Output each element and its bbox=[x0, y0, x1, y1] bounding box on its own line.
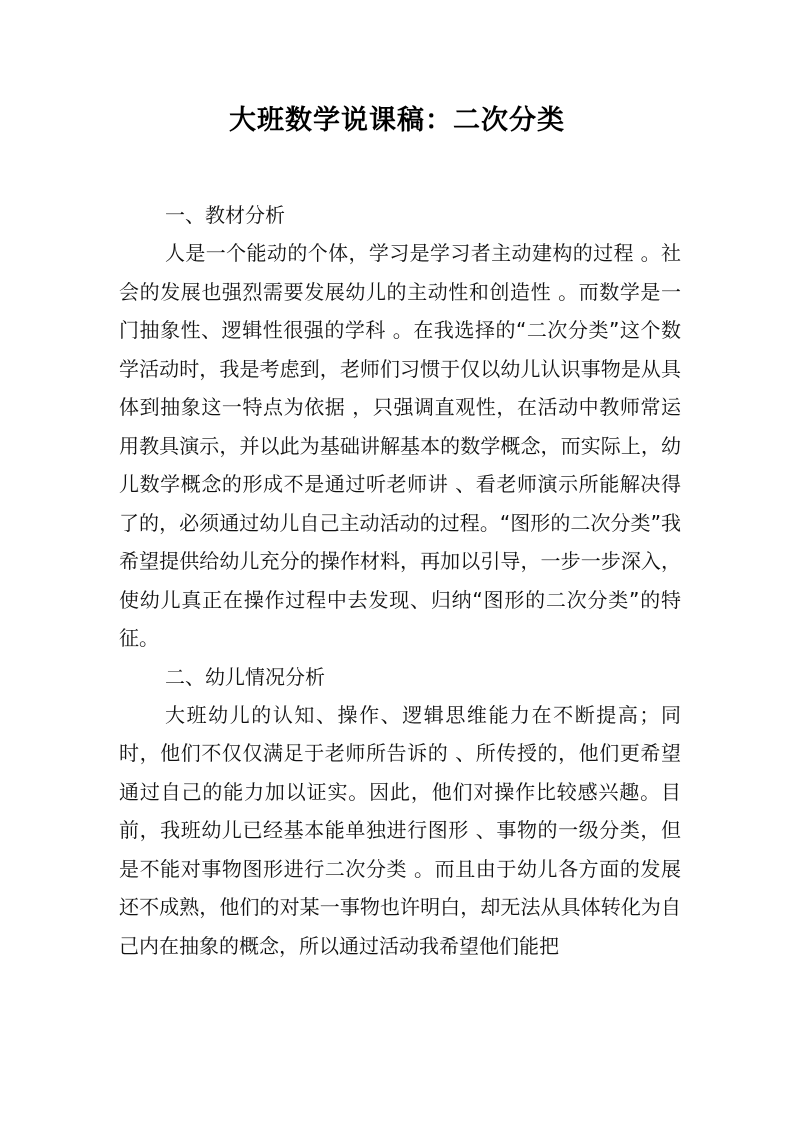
section-paragraph-children: 大班幼儿的认知、操作、逻辑思维能力在不断提高；同时，他们不仅仅满足于老师所告诉的 、所传授的，他们更希望通过自己的能力加以证实。因此，他们对操作比较感兴趣。目前，我班幼儿已经基本能单独进行图形 、事物的一级分类，但是不能对事物图形进行二次分类 。而且由于幼儿各方面的发展还不成熟，他们的对某一事物也许明白，却无法从具体转化为自己内在抽象的概念，所以通过活动我希望他们能把 bbox=[119, 702, 681, 958]
section-paragraph-materials: 人是一个能动的个体，学习是学习者主动建构的过程 。社会的发展也强烈需要发展幼儿的主动性和创造性 。而数学是一门抽象性、逻辑性很强的学科 。在我选择的“二次分类”这个数学活动时，我是考虑到，老师们习惯于仅以幼儿认识事物是从具体到抽象这一特点为依据 ，只强调直观性，在活动中教师常运用教具演示，并以此为基础讲解基本的数学概念，而实际上，幼儿数学概念的形成不是通过听老师讲 、看老师演示所能解决得了的，必须通过幼儿自己主动活动的过程。“图形的二次分类”我希望提供给幼儿充分的操作材料，再加以引导，一步一步深入，使幼儿真正在操作过程中去发现、归纳“图形的二次分类”的特征。 bbox=[119, 241, 681, 650]
section-heading-children: 二、幼儿情况分析 bbox=[165, 664, 325, 689]
document-body bbox=[119, 196, 681, 965]
section-heading-materials: 一、教材分析 bbox=[165, 203, 285, 227]
document-title: 大班数学说课稿：二次分类 bbox=[229, 105, 565, 136]
